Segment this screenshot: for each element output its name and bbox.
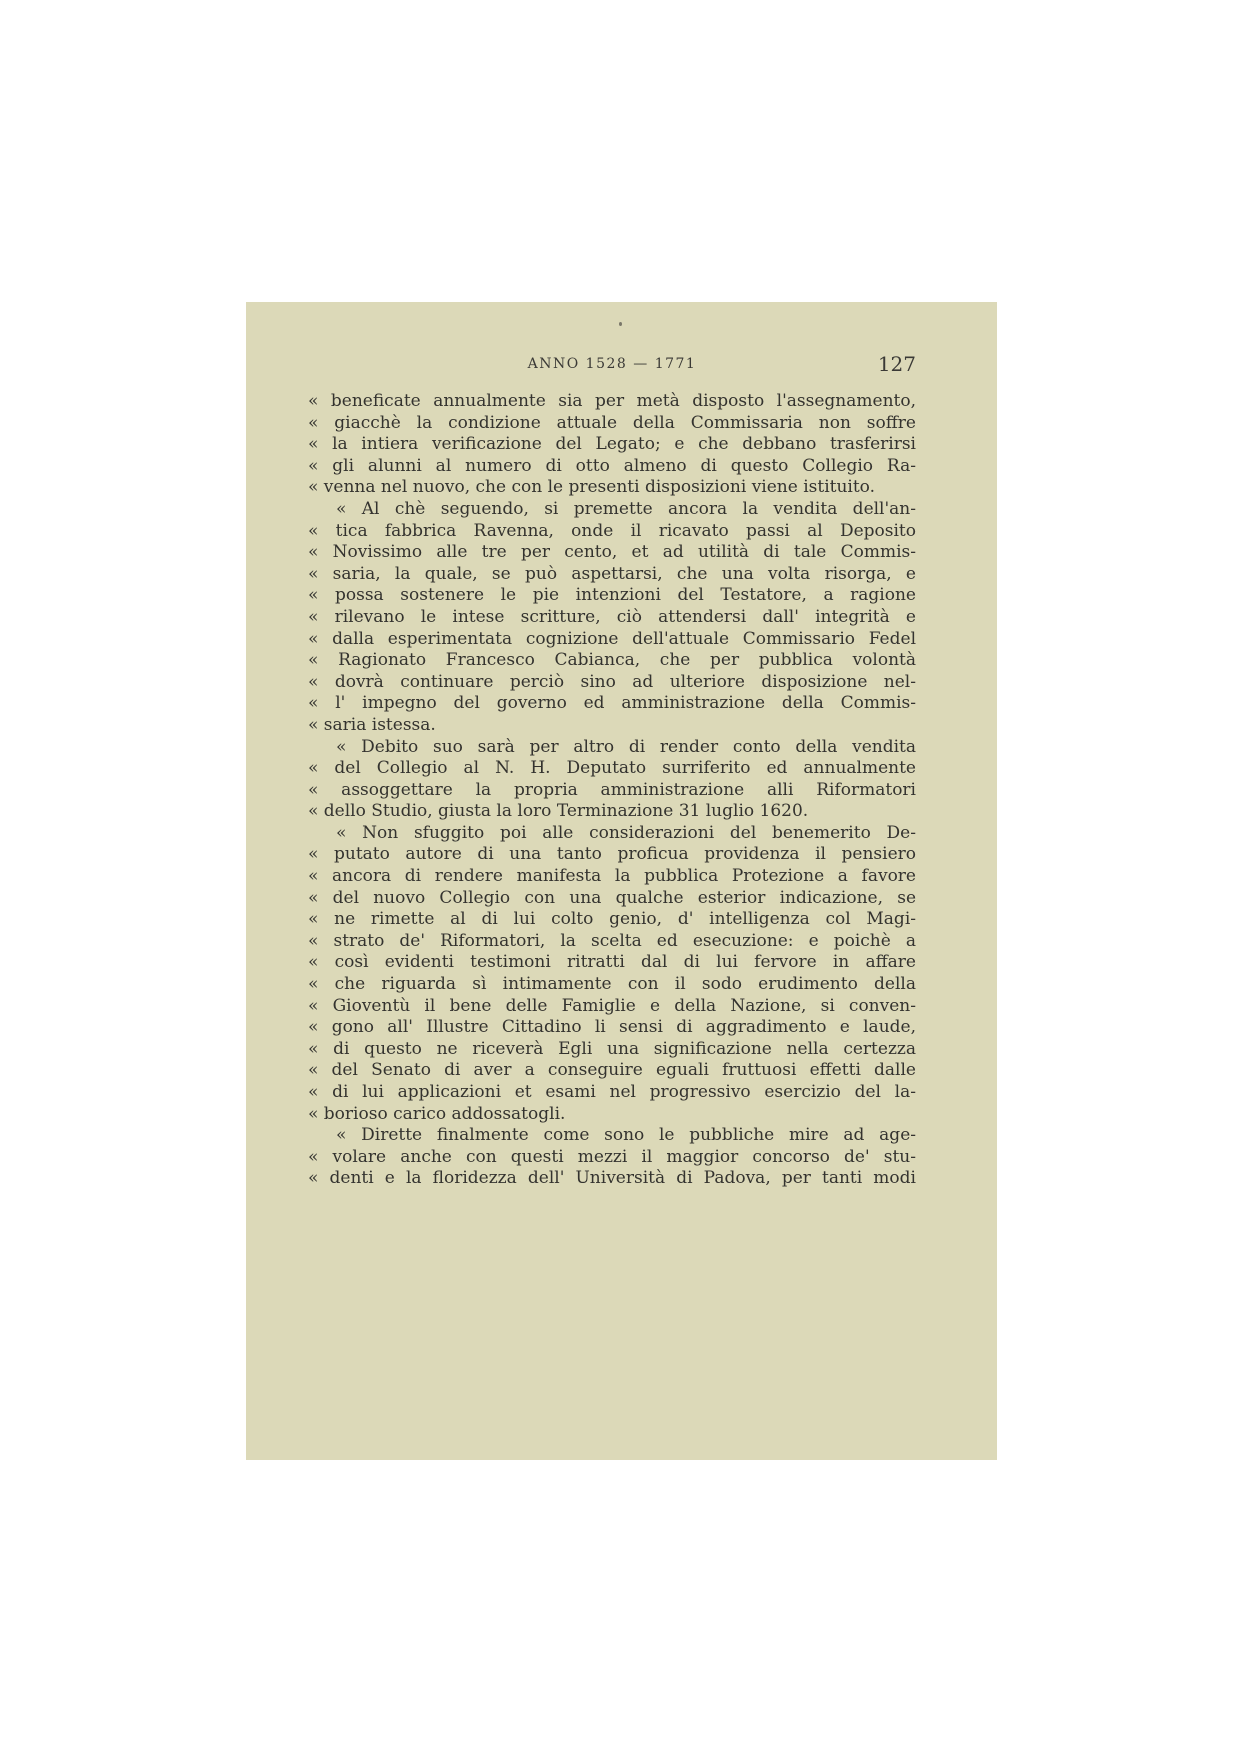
page-number: 127 <box>877 352 916 376</box>
text-line: « Debito suo sarà per altro di render conto della vendita <box>336 736 916 757</box>
book-page <box>246 302 997 1460</box>
text-line: « dovrà continuare perciò sino ad ulteriore disposizione nel- <box>308 671 916 692</box>
text-line: « così evidenti testimoni ritratti dal di lui fervore in affare <box>308 952 916 973</box>
text-line: « strato de' Riformatori, la scelta ed esecuzione: e poichè a <box>308 930 916 951</box>
text-line: « borioso carico addossatogli. <box>308 1103 566 1124</box>
text-line: « giacchè la condizione attuale della Commissaria non soffre <box>308 412 916 433</box>
text-line: « ne rimette al di lui colto genio, d' intelligenza col Magi- <box>308 909 916 930</box>
text-line: « venna nel nuovo, che con le presenti disposizioni viene istituito. <box>308 477 876 498</box>
text-line: « ancora di rendere manifesta la pubblica Protezione a favore <box>308 866 916 887</box>
text-line: « dalla esperimentata cognizione dell'attuale Commissario Fedel <box>308 628 916 649</box>
body-text <box>308 391 916 1190</box>
text-line: « del Senato di aver a conseguire eguali fruttuosi effetti dalle <box>308 1060 916 1081</box>
page-header <box>308 352 916 376</box>
text-line: « rilevano le intese scritture, ciò attendersi dall' integrità e <box>308 606 916 627</box>
running-title: ANNO 1528 — 1771 <box>527 356 697 372</box>
text-line: « saria istessa. <box>308 714 436 735</box>
text-line: « tica fabbrica Ravenna, onde il ricavato passi al Deposito <box>308 520 916 541</box>
text-line: « di lui applicazioni et esami nel progressivo esercizio del la- <box>308 1082 916 1102</box>
text-line: « beneficate annualmente sia per metà disposto l'assegnamento, <box>308 391 916 411</box>
text-line: « Al chè seguendo, si premette ancora la vendita dell'an- <box>336 498 916 519</box>
print-speck <box>619 322 622 326</box>
text-line: « la intiera verificazione del Legato; e che debbano trasferirsi <box>308 434 916 455</box>
text-line: « del Collegio al N. H. Deputato surriferito ed annualmente <box>308 758 916 779</box>
text-line: « Novissimo alle tre per cento, et ad utilità di tale Commis- <box>308 542 916 563</box>
text-line: « gono all' Illustre Cittadino li sensi di aggradimento e laude, <box>308 1017 916 1038</box>
text-line: « che riguarda sì intimamente con il sodo erudimento della <box>308 974 916 995</box>
text-line: « Non sfuggito poi alle considerazioni del benemerito De- <box>336 822 916 843</box>
text-line: « dello Studio, giusta la loro Terminazione 31 luglio 1620. <box>308 801 809 822</box>
text-line: « volare anche con questi mezzi il maggior concorso de' stu- <box>308 1146 916 1167</box>
text-line: « Gioventù il bene delle Famiglie e della Nazione, si conven- <box>308 995 916 1016</box>
text-line: « di questo ne riceverà Egli una significazione nella certezza <box>308 1038 916 1059</box>
text-line: « assoggettare la propria amministrazione alli Riformatori <box>308 779 916 800</box>
text-line: « del nuovo Collegio con una qualche esterior indicazione, se <box>308 887 916 908</box>
text-line: « possa sostenere le pie intenzioni del Testatore, a ragione <box>308 585 916 606</box>
text-line: « l' impegno del governo ed amministrazione della Commis- <box>308 693 916 714</box>
text-line: « gli alunni al numero di otto almeno di questo Collegio Ra- <box>308 455 916 476</box>
text-line: « putato autore di una tanto proficua providenza il pensiero <box>308 844 916 865</box>
text-line: « Ragionato Francesco Cabianca, che per pubblica volontà <box>308 650 916 671</box>
text-line: « saria, la quale, se può aspettarsi, che una volta risorga, e <box>308 563 916 584</box>
text-line: « denti e la floridezza dell' Università di Padova, per tanti modi <box>308 1168 916 1189</box>
text-line: « Dirette finalmente come sono le pubbliche mire ad age- <box>336 1125 916 1146</box>
